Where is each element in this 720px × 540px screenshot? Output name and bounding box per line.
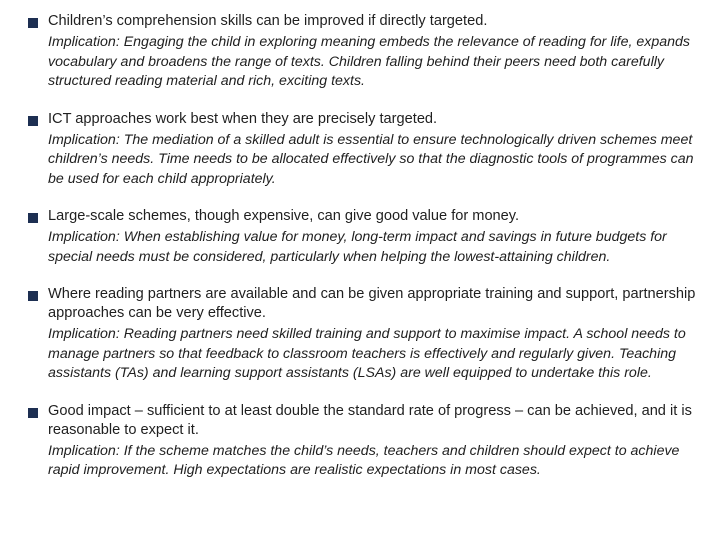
finding-implication: Implication: If the scheme matches the child’s needs, teachers and children should expect to achieve rapid improvement. High expectations are realistic expectations in most cases. — [48, 442, 680, 478]
finding-item-4 — [28, 285, 700, 384]
finding-heading: Good impact – sufficient to at least double the standard rate of progress – can be achieved, and it is reasonable to expect it. — [48, 402, 692, 438]
finding-heading: Where reading partners are available and can be given appropriate training and support, partnership approaches can be very effective. — [48, 286, 696, 321]
finding-item-1 — [28, 12, 700, 92]
square-bullet-icon — [28, 18, 38, 28]
finding-heading: Children’s comprehension skills can be improved if directly targeted. — [48, 13, 488, 29]
finding-heading: Large-scale schemes, though expensive, can give good value for money. — [48, 208, 520, 224]
finding-implication: Implication: Engaging the child in exploring meaning embeds the relevance of reading for life, expands vocabulary and broadens the range of texts. Children falling behind their peers need both carefully structured reading material and rich, exciting texts. — [48, 34, 690, 89]
square-bullet-icon — [28, 291, 38, 301]
finding-heading: ICT approaches work best when they are precisely targeted. — [48, 110, 438, 127]
finding-implication: Implication: When establishing value for money, long-term impact and savings in future budgets for special needs must be considered, particularly when helping the lowest-attaining children. — [48, 229, 667, 265]
square-bullet-icon — [28, 213, 38, 223]
finding-item-2 — [28, 110, 700, 190]
square-bullet-icon — [28, 408, 38, 418]
finding-implication: Implication: The mediation of a skilled adult is essential to ensure technologically driven schemes meet children’s needs. Time needs to be allocated effectively so that the diagnostic tools of programmes can be used for each child appropriately. — [48, 131, 694, 187]
finding-item-3 — [28, 207, 700, 267]
square-bullet-icon — [28, 116, 38, 126]
finding-implication: Implication: Reading partners need skilled training and support to maximise impact. A school needs to manage partners so that feedback to classroom teachers is effectively and regularly given. Teaching assistants (TAs) and learning support assistants (LSAs) are well equipped to undertake this role. — [48, 326, 686, 381]
finding-item-5 — [28, 402, 700, 481]
